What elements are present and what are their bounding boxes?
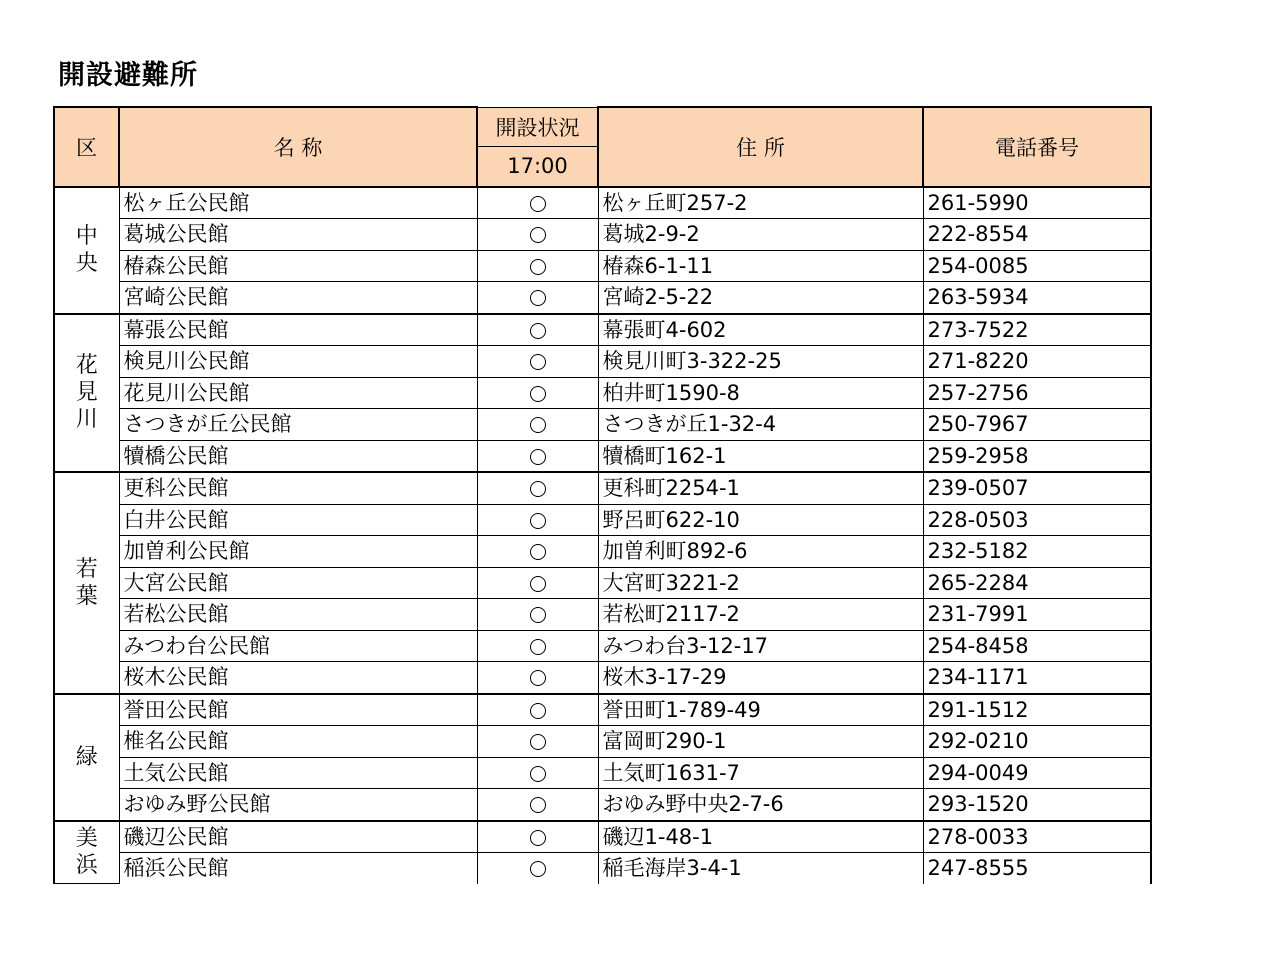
open-circle-icon [530, 196, 546, 212]
ward-char: 美 [75, 826, 98, 852]
table-row [54, 409, 1151, 441]
address-cell: 椿森6-1-11 [598, 250, 923, 282]
open-status-cell [477, 377, 598, 409]
open-status-cell [477, 536, 598, 568]
address-cell: 葛城2-9-2 [598, 219, 923, 251]
phone-cell: 293-1520 [923, 789, 1151, 821]
shelter-table [53, 106, 1152, 884]
ward-char: 葉 [75, 583, 98, 609]
table-row [54, 853, 1151, 884]
open-status-cell [477, 789, 598, 821]
address-cell: 若松町2117-2 [598, 599, 923, 631]
open-circle-icon [530, 354, 546, 370]
phone-cell: 239-0507 [923, 472, 1151, 504]
open-circle-icon [530, 830, 546, 846]
phone-cell: 263-5934 [923, 282, 1151, 314]
open-status-cell [477, 187, 598, 219]
table-row [54, 504, 1151, 536]
table-row [54, 314, 1151, 346]
open-circle-icon [530, 576, 546, 592]
shelter-name-cell: 桜木公民館 [119, 662, 477, 694]
open-circle-icon [530, 734, 546, 750]
open-status-cell [477, 853, 598, 884]
shelter-name-cell: 稲浜公民館 [119, 853, 477, 884]
shelter-name-cell: 誉田公民館 [119, 694, 477, 726]
table-row [54, 694, 1151, 726]
open-status-cell [477, 630, 598, 662]
shelter-name-cell: 花見川公民館 [119, 377, 477, 409]
open-status-cell [477, 472, 598, 504]
table-row [54, 789, 1151, 821]
open-circle-icon [530, 386, 546, 402]
header-status-time: 17:00 [477, 146, 598, 187]
ward-cell [54, 187, 119, 314]
open-status-cell [477, 282, 598, 314]
ward-char: 中 [75, 224, 98, 249]
table-row [54, 282, 1151, 314]
open-circle-icon [530, 607, 546, 623]
ward-char: 緑 [75, 744, 98, 770]
open-status-cell [477, 504, 598, 536]
table-row [54, 346, 1151, 378]
shelter-name-cell: 土気公民館 [119, 757, 477, 789]
open-status-cell [477, 314, 598, 346]
address-cell: 磯辺1-48-1 [598, 821, 923, 853]
open-status-cell [477, 250, 598, 282]
open-circle-icon [530, 259, 546, 275]
shelter-name-cell: 幕張公民館 [119, 314, 477, 346]
address-cell: 野呂町622-10 [598, 504, 923, 536]
open-status-cell [477, 757, 598, 789]
phone-cell: 231-7991 [923, 599, 1151, 631]
open-status-cell [477, 567, 598, 599]
table-row [54, 440, 1151, 472]
header-phone: 電話番号 [923, 107, 1151, 187]
phone-cell: 228-0503 [923, 504, 1151, 536]
open-circle-icon [530, 766, 546, 782]
address-cell: おゆみ野中央2-7-6 [598, 789, 923, 821]
phone-cell: 292-0210 [923, 726, 1151, 758]
open-status-cell [477, 409, 598, 441]
open-circle-icon [530, 323, 546, 339]
open-circle-icon [530, 670, 546, 686]
address-cell: 富岡町290-1 [598, 726, 923, 758]
shelter-name-cell: 椎名公民館 [119, 726, 477, 758]
shelter-name-cell: 検見川公民館 [119, 346, 477, 378]
open-circle-icon [530, 544, 546, 560]
open-status-cell [477, 346, 598, 378]
ward-char: 央 [75, 251, 98, 276]
address-cell: 柏井町1590-8 [598, 377, 923, 409]
address-cell: 宮崎2-5-22 [598, 282, 923, 314]
ward-char: 見 [75, 380, 98, 406]
open-status-cell [477, 821, 598, 853]
open-circle-icon [530, 481, 546, 497]
ward-cell [54, 821, 119, 884]
address-cell: 土気町1631-7 [598, 757, 923, 789]
shelter-name-cell: おゆみ野公民館 [119, 789, 477, 821]
ward-char: 川 [75, 407, 98, 433]
header-address: 住 所 [598, 107, 923, 187]
table-row [54, 219, 1151, 251]
phone-cell: 247-8555 [923, 853, 1151, 884]
phone-cell: 257-2756 [923, 377, 1151, 409]
ward-cell [54, 472, 119, 694]
table-row [54, 567, 1151, 599]
address-cell: 桜木3-17-29 [598, 662, 923, 694]
shelter-name-cell: 若松公民館 [119, 599, 477, 631]
shelter-name-cell: 磯辺公民館 [119, 821, 477, 853]
phone-cell: 259-2958 [923, 440, 1151, 472]
address-cell: みつわ台3-12-17 [598, 630, 923, 662]
phone-cell: 265-2284 [923, 567, 1151, 599]
open-status-cell [477, 694, 598, 726]
address-cell: 更科町2254-1 [598, 472, 923, 504]
phone-cell: 278-0033 [923, 821, 1151, 853]
table-row [54, 599, 1151, 631]
open-circle-icon [530, 703, 546, 719]
phone-cell: 234-1171 [923, 662, 1151, 694]
ward-cell [54, 314, 119, 473]
table-header [54, 107, 1151, 187]
table-row [54, 250, 1151, 282]
open-circle-icon [530, 861, 546, 877]
ward-char: 浜 [75, 853, 98, 879]
shelter-name-cell: 更科公民館 [119, 472, 477, 504]
shelter-name-cell: 葛城公民館 [119, 219, 477, 251]
table-row [54, 187, 1151, 219]
address-cell: 大宮町3221-2 [598, 567, 923, 599]
shelter-name-cell: 大宮公民館 [119, 567, 477, 599]
phone-cell: 254-8458 [923, 630, 1151, 662]
phone-cell: 294-0049 [923, 757, 1151, 789]
open-circle-icon [530, 797, 546, 813]
open-status-cell [477, 440, 598, 472]
header-ward: 区 [54, 107, 119, 187]
ward-char: 花 [75, 353, 98, 379]
table-row [54, 472, 1151, 504]
address-cell: 加曽利町892-6 [598, 536, 923, 568]
open-circle-icon [530, 417, 546, 433]
open-circle-icon [530, 290, 546, 306]
shelter-name-cell: 宮崎公民館 [119, 282, 477, 314]
phone-cell: 271-8220 [923, 346, 1151, 378]
open-status-cell [477, 219, 598, 251]
address-cell: 幕張町4-602 [598, 314, 923, 346]
open-circle-icon [530, 449, 546, 465]
phone-cell: 273-7522 [923, 314, 1151, 346]
address-cell: 犢橋町162-1 [598, 440, 923, 472]
table-row [54, 821, 1151, 853]
table-row [54, 536, 1151, 568]
address-cell: 検見川町3-322-25 [598, 346, 923, 378]
table-body [54, 187, 1151, 884]
address-cell: 稲毛海岸3-4-1 [598, 853, 923, 884]
open-circle-icon [530, 639, 546, 655]
address-cell: 誉田町1-789-49 [598, 694, 923, 726]
phone-cell: 254-0085 [923, 250, 1151, 282]
open-status-cell [477, 662, 598, 694]
open-status-cell [477, 726, 598, 758]
ward-char: 若 [75, 556, 98, 582]
table-row [54, 662, 1151, 694]
header-status: 開設状況 [477, 107, 598, 146]
shelter-name-cell: みつわ台公民館 [119, 630, 477, 662]
phone-cell: 222-8554 [923, 219, 1151, 251]
open-status-cell [477, 599, 598, 631]
shelter-name-cell: 加曽利公民館 [119, 536, 477, 568]
shelter-name-cell: 松ヶ丘公民館 [119, 187, 477, 219]
table-row [54, 757, 1151, 789]
shelter-name-cell: さつきが丘公民館 [119, 409, 477, 441]
table-row [54, 377, 1151, 409]
shelter-name-cell: 椿森公民館 [119, 250, 477, 282]
shelter-name-cell: 白井公民館 [119, 504, 477, 536]
address-cell: さつきが丘1-32-4 [598, 409, 923, 441]
page-title: 開設避難所 [58, 60, 198, 91]
table-row [54, 630, 1151, 662]
header-name: 名 称 [119, 107, 477, 187]
table-row [54, 726, 1151, 758]
open-circle-icon [530, 513, 546, 529]
phone-cell: 250-7967 [923, 409, 1151, 441]
ward-cell [54, 694, 119, 821]
address-cell: 松ヶ丘町257-2 [598, 187, 923, 219]
phone-cell: 291-1512 [923, 694, 1151, 726]
shelter-name-cell: 犢橋公民館 [119, 440, 477, 472]
phone-cell: 232-5182 [923, 536, 1151, 568]
phone-cell: 261-5990 [923, 187, 1151, 219]
open-circle-icon [530, 227, 546, 243]
